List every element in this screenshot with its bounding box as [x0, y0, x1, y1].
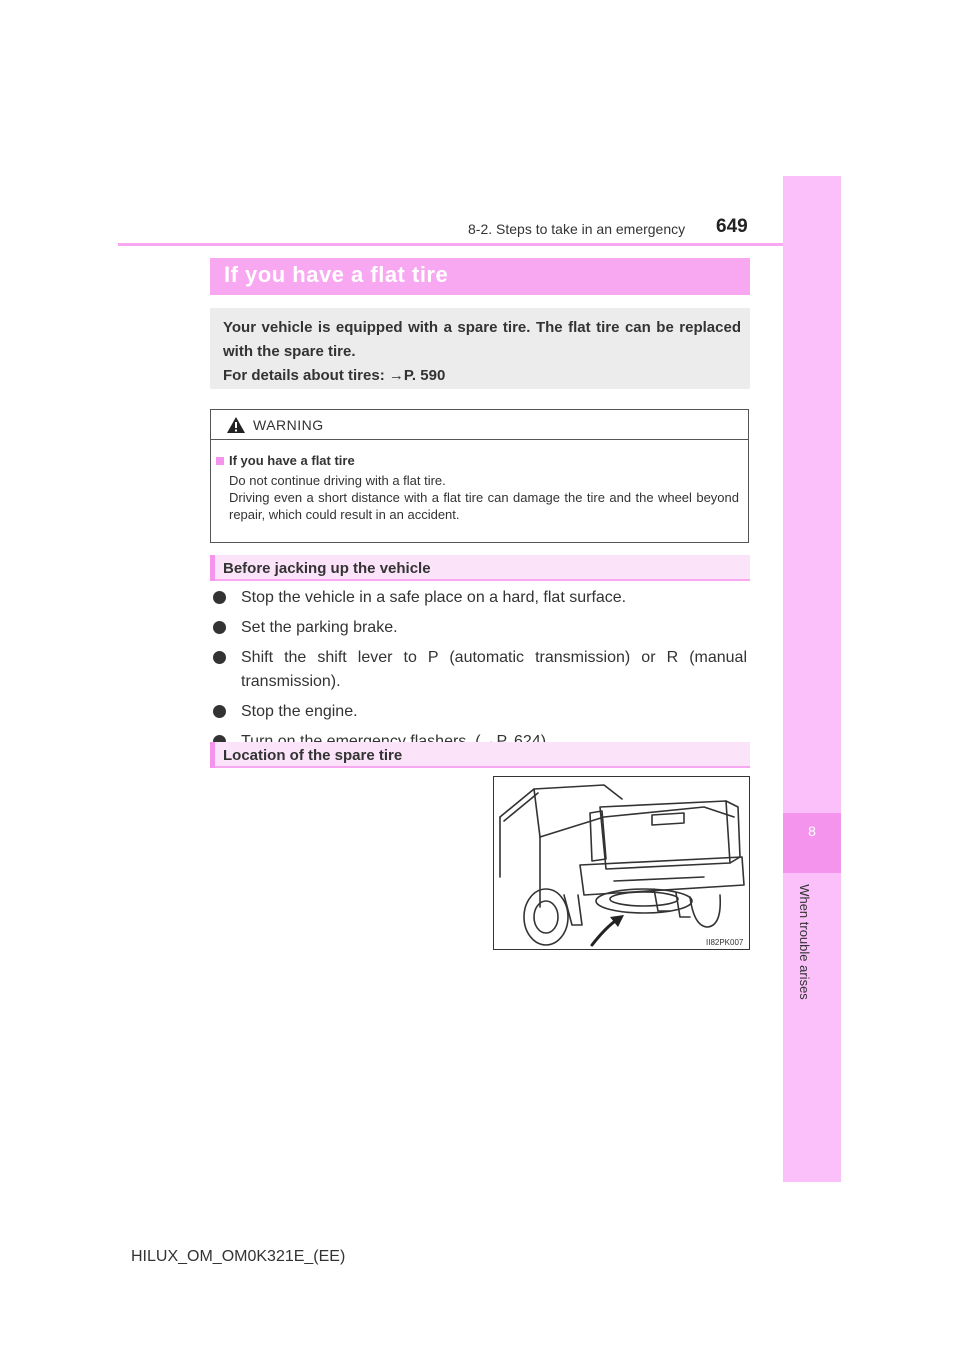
warning-icon [226, 416, 246, 434]
bullet-dot-icon [213, 591, 226, 604]
intro-line: Your vehicle is equipped with a spare tire. The flat tire can be replaced with the spare tire. [223, 319, 741, 360]
list-item-text: Set the parking brake. [241, 619, 398, 636]
warning-body [229, 472, 739, 523]
intro-tire-reference: For details about tires: →P. 590 [223, 367, 446, 384]
list-item-text: Stop the vehicle in a safe place on a hard, flat surface. [241, 589, 627, 606]
subheading-accent [210, 555, 215, 581]
figure-code: II82PK007 [706, 938, 744, 947]
subheading-before-jacking: Before jacking up the vehicle [223, 560, 431, 577]
section-reference: 8-2. Steps to take in an emergency [468, 221, 686, 237]
list-item-text: Shift the shift lever to P (automatic transmission) or R (manual transmission). [241, 649, 747, 690]
list-item [213, 616, 747, 640]
square-bullet-icon [216, 457, 224, 465]
page-number: 649 [716, 216, 748, 237]
list-item [213, 646, 747, 694]
bullet-dot-icon [213, 651, 226, 664]
bullet-dot-icon [213, 621, 226, 634]
document-code: HILUX_OM_OM0K321E_(EE) [131, 1248, 346, 1265]
chapter-block [783, 813, 841, 873]
list-item-text: Stop the engine. [241, 703, 358, 720]
header-rule [118, 243, 783, 246]
list-item [213, 700, 747, 724]
subheading-spare-location: Location of the spare tire [223, 747, 403, 764]
intro-text [223, 316, 741, 388]
list-item [213, 586, 747, 610]
chapter-number: 8 [808, 823, 816, 839]
subheading-accent [210, 742, 215, 768]
bullet-dot-icon [213, 705, 226, 718]
warning-item-title [216, 453, 355, 468]
warning-body-line: Driving even a short distance with a flat tire can damage the tire and the wheel beyond repair, which could result in an accident. [229, 490, 739, 522]
page-title: If you have a flat tire [224, 262, 449, 287]
side-tab [783, 176, 841, 1182]
chapter-title: When trouble arises [797, 884, 812, 1000]
warning-label: WARNING [253, 417, 324, 433]
step-list [213, 586, 747, 760]
warning-item-title-text: If you have a flat tire [229, 453, 355, 468]
warning-body-line: Do not continue driving with a flat tire. [229, 473, 446, 488]
spare-tire-illustration [493, 776, 750, 950]
pickup-truck-rear-icon [494, 777, 749, 949]
